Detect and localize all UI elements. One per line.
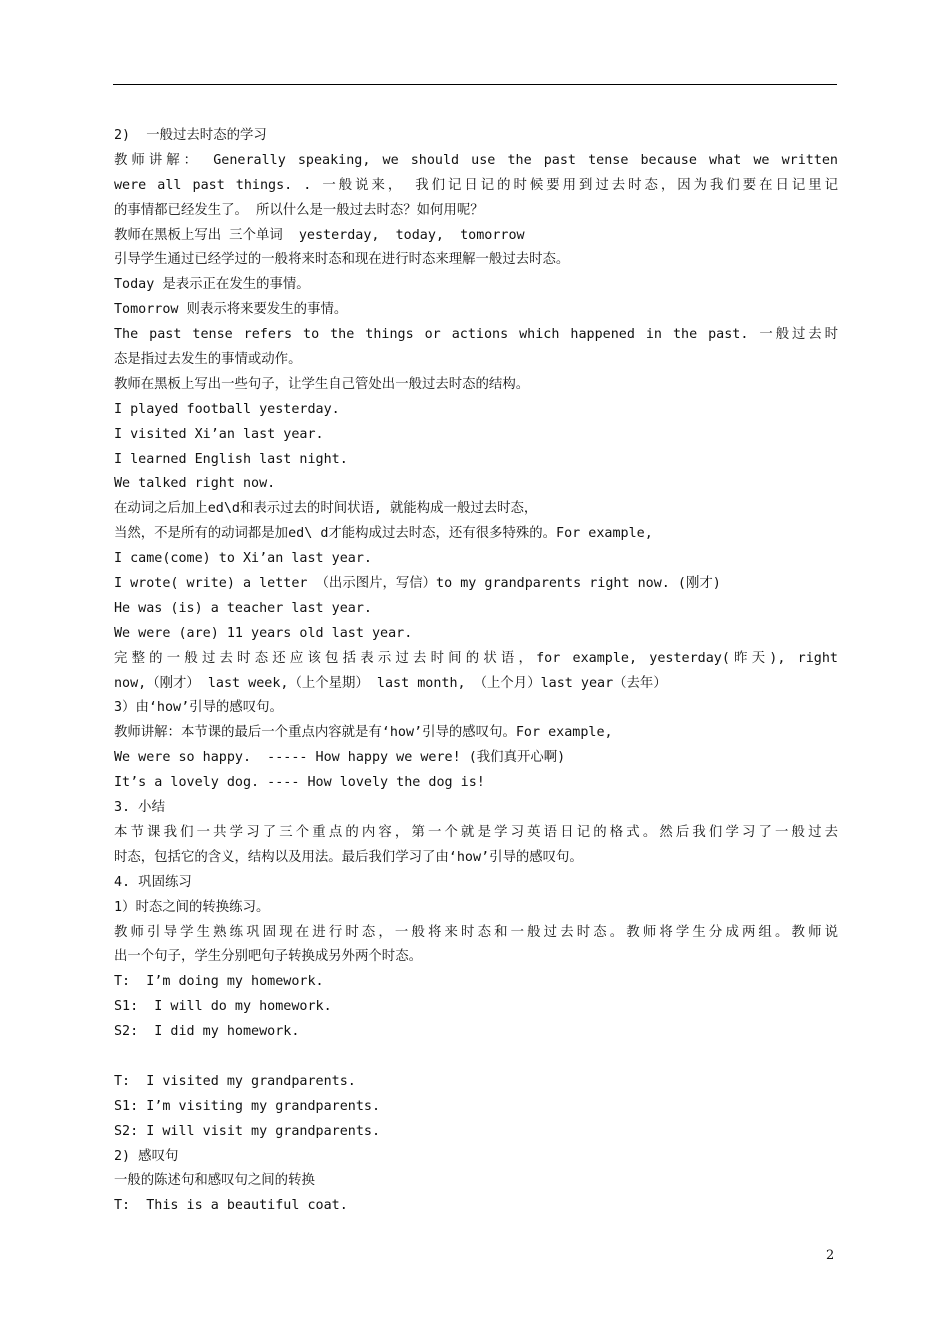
paragraph-line: 教师引导学生熟练巩固现在进行时态，一般将来时态和一般过去时态。教师将学生分成两组。教师说 <box>114 924 838 940</box>
example-sentence: We were so happy. ----- How happy we were! (我们真开心啊) <box>114 750 566 766</box>
paragraph-line: 在动词之后加上ed\d和表示过去的时间状语, 就能构成一般过去时态， <box>114 501 538 517</box>
paragraph-line: now,（刚才） last week,（上个星期） last month, （上个月）last year（去年） <box>114 675 667 691</box>
paragraph-line: The past tense refers to the things or actions which happened in the past. 一般过去时 <box>114 327 838 343</box>
dialogue-line: T: This is a beautiful coat. <box>114 1198 348 1214</box>
dialogue-line: S1: I will do my homework. <box>114 999 332 1015</box>
paragraph-line: 一般的陈述句和感叹句之间的转换 <box>114 1173 315 1189</box>
paragraph-line: 本节课我们一共学习了三个重点的内容，第一个就是学习英语日记的格式。然后我们学习了一般过去 <box>114 824 838 840</box>
example-sentence: It’s a lovely dog. ---- How lovely the dog is! <box>114 775 485 791</box>
header-rule <box>113 84 837 85</box>
blank-line <box>114 1045 838 1070</box>
page-number: 2 <box>826 1248 835 1263</box>
example-sentence: I came(come) to Xi’an last year. <box>114 551 372 567</box>
dialogue-line: S1: I’m visiting my grandparents. <box>114 1098 381 1114</box>
dialogue-line: S2: I will visit my grandparents. <box>114 1123 381 1139</box>
dialogue-line: T: I visited my grandparents. <box>114 1073 356 1089</box>
paragraph-line: 出一个句子，学生分别吧句子转换成另外两个时态。 <box>114 949 422 965</box>
example-sentence: I played football yesterday. <box>114 401 340 417</box>
example-sentence: I visited Xi’an last year. <box>114 426 324 442</box>
paragraph-line: Today 是表示正在发生的事情。 <box>114 277 310 293</box>
paragraph-line: 教师在黑板上写出一些句子，让学生自己管处出一般过去时态的结构。 <box>114 376 530 392</box>
section-heading: 3）由‘how’引导的感叹句。 <box>114 700 283 716</box>
section-heading: 2) 感叹句 <box>114 1148 179 1164</box>
example-sentence: He was (is) a teacher last year. <box>114 600 372 616</box>
paragraph-line: 完整的一般过去时态还应该包括表示过去时间的状语，for example, yesterday(昨天), right <box>114 650 838 666</box>
section-heading: 1）时态之间的转换练习。 <box>114 899 270 915</box>
section-heading: 2) 一般过去时态的学习 <box>114 128 267 143</box>
paragraph-line: Tomorrow 则表示将来要发生的事情。 <box>114 302 348 318</box>
section-heading: 3. 小结 <box>114 800 165 816</box>
dialogue-line: T: I’m doing my homework. <box>114 974 324 990</box>
paragraph-line: 时态，包括它的含义，结构以及用法。最后我们学习了由‘how’引导的感叹句。 <box>114 849 583 865</box>
section-heading: 4. 巩固练习 <box>114 874 192 890</box>
paragraph-line: 教师讲解：本节课的最后一个重点内容就是有‘how’引导的感叹句。For example, <box>114 725 613 741</box>
example-sentence: We were (are) 11 years old last year. <box>114 625 413 641</box>
paragraph-line: 教师讲解： Generally speaking, we should use the past tense because what we written <box>114 152 838 168</box>
paragraph-line: were all past things. . 一般说来， 我们记日记的时候要用到过去时态，因为我们要在日记里记 <box>114 177 838 193</box>
dialogue-line: S2: I did my homework. <box>114 1024 300 1040</box>
paragraph-line: 教师在黑板上写出 三个单词 yesterday, today, tomorrow <box>114 227 525 243</box>
paragraph-line: 的事情都已经发生了。 所以什么是一般过去时态？如何用呢？ <box>114 202 484 218</box>
paragraph-line: 当然，不是所有的动词都是加ed\ d才能构成过去时态，还有很多特殊的。For example, <box>114 526 653 542</box>
paragraph-line: 态是指过去发生的事情或动作。 <box>114 352 302 368</box>
paragraph-line: 引导学生通过已经学过的一般将来时态和现在进行时态来理解一般过去时态。 <box>114 252 570 268</box>
document-body <box>114 124 838 1219</box>
example-sentence: I learned English last night. <box>114 451 348 467</box>
example-sentence: We talked right now. <box>114 476 276 492</box>
example-sentence: I wrote( write) a letter （出示图片，写信）to my grandparents right now. (刚才) <box>114 576 721 592</box>
